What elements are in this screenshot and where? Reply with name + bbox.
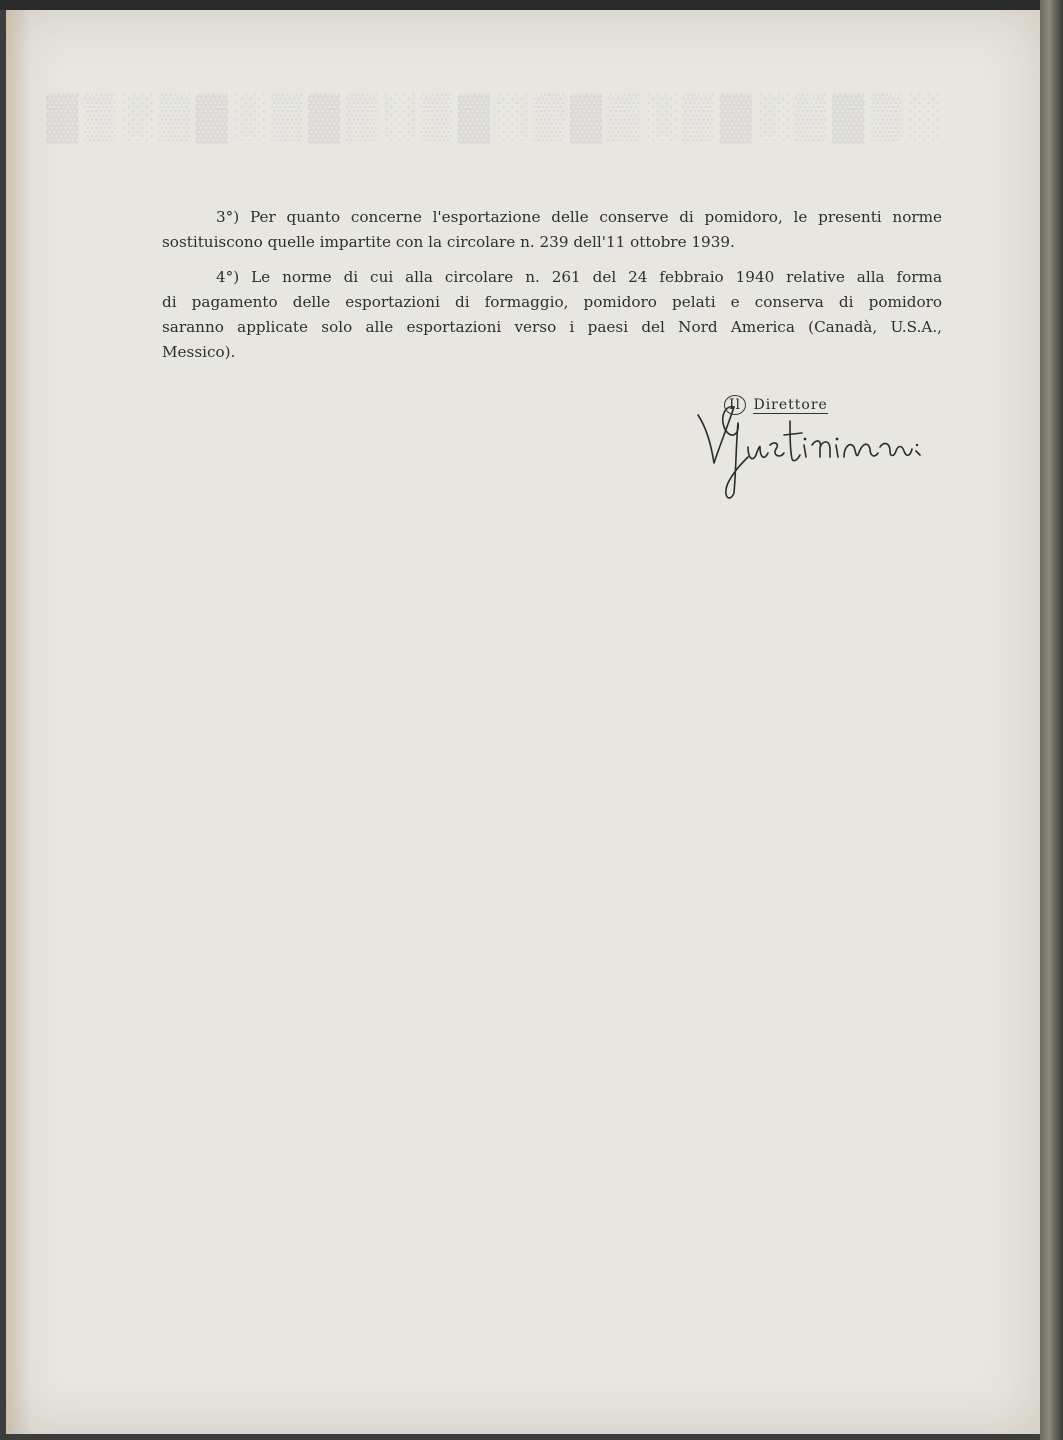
page-binding-edge xyxy=(1040,0,1063,1440)
paragraph-4-line-1: 4°) Le norme di cui alla circolare n. 261 del 24 febbraio 1940 relative alla forma xyxy=(216,268,942,286)
signature-block xyxy=(690,385,950,505)
bleed-through-text: ▓▒░▒▓░▒▓▒░▒▓░▒▓▒░▒▓░▒▓▒░ xyxy=(46,91,945,140)
paragraph-4-line-2: di pagamento delle esportazioni di formaggio, pomidoro pelati e conserva di pomidoro xyxy=(162,293,942,311)
scan-top-border xyxy=(0,0,1063,10)
paragraph-3-line-1: 3°) Per quanto concerne l'esportazione delle conserve di pomidoro, le presenti norme xyxy=(216,208,942,226)
paragraph-4 xyxy=(162,265,942,365)
paragraph-3-line-2: sostituiscono quelle impartite con la circolare n. 239 dell'11 ottobre 1939. xyxy=(162,233,735,251)
title-article: Il xyxy=(724,395,746,415)
paragraph-3 xyxy=(162,205,942,255)
paragraph-4-line-3: saranno applicate solo alle esportazioni verso i paesi del Nord America (Canadà, U.S.A., xyxy=(162,318,942,336)
title-word: Direttore xyxy=(753,397,828,413)
handwritten-signature xyxy=(690,385,950,505)
document-page xyxy=(6,10,1040,1434)
paragraph-4-line-4: Messico). xyxy=(162,343,236,361)
